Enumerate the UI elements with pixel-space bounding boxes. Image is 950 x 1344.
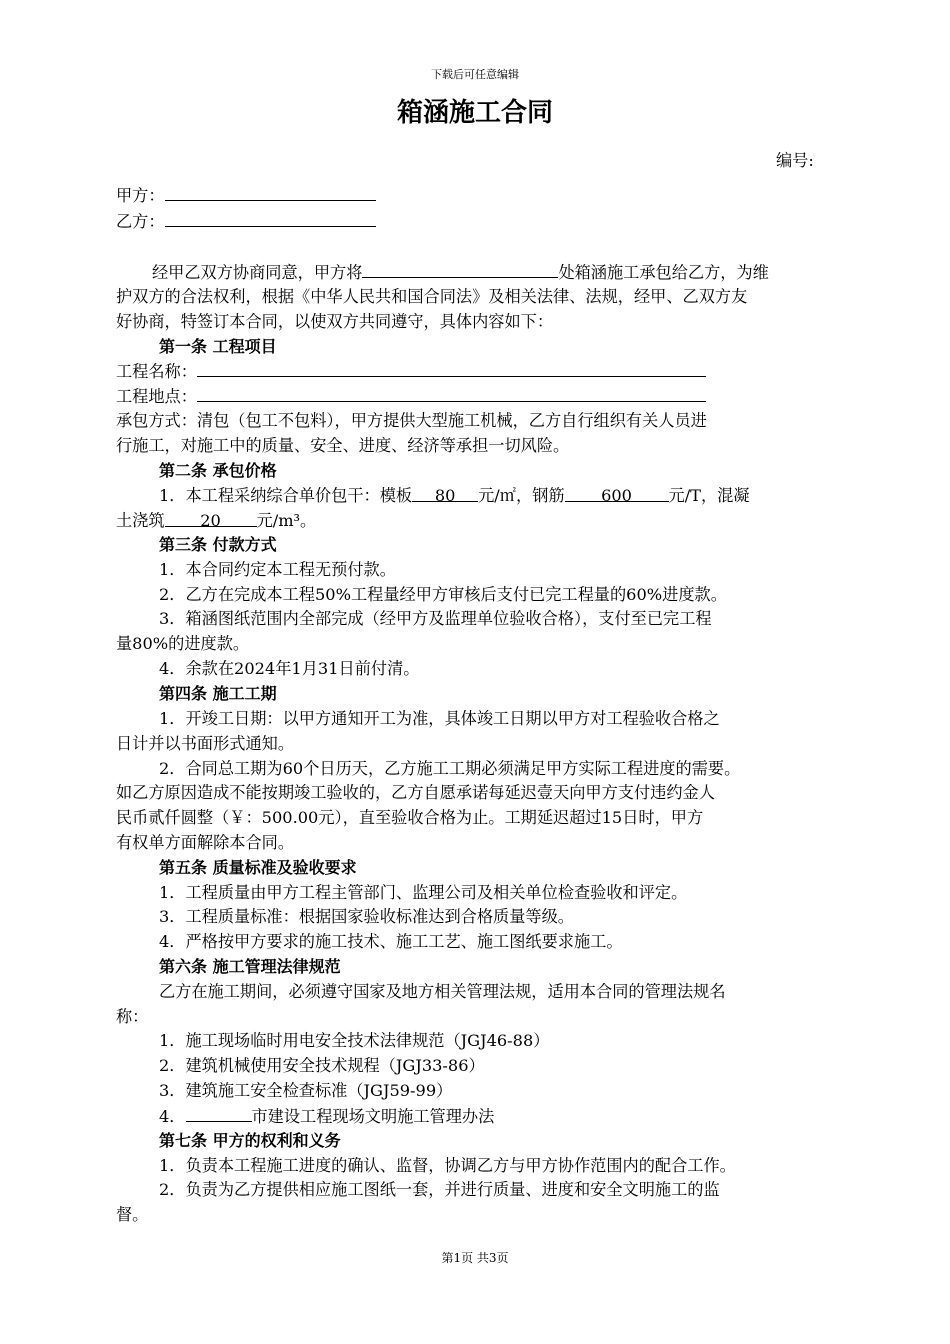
article-3-title: 第三条 付款方式 <box>159 535 277 554</box>
schedule-item-2b: 如乙方原因造成不能按期竣工验收的，乙方自愿承诺每延迟壹天向甲方支付违约金人 <box>116 783 715 802</box>
formwork-price: 80 <box>412 486 478 502</box>
rebar-price: 600 <box>565 486 669 502</box>
price-text-a: 1．本工程采纳综合单价包干：模板 <box>159 486 413 505</box>
party-b-label: 乙方： <box>116 212 165 231</box>
project-name-label: 工程名称： <box>116 362 197 381</box>
article-5-title: 第五条 质量标准及验收要求 <box>159 858 357 877</box>
page-title: 箱涵施工合同 <box>396 98 553 128</box>
header-note: 下载后可任意编辑 <box>431 68 519 81</box>
schedule-item-1b: 日计并以书面形式通知。 <box>116 734 295 753</box>
article-1-title: 第一条 工程项目 <box>159 337 277 356</box>
intro-line-2: 护双方的合法权利，根据《中华人民共和国合同法》及相关法律、法规，经甲、乙双方友 <box>116 287 748 306</box>
schedule-item-2c: 民币贰仟圆整（￥：500.00元），直至验收合格为止。工期延迟超过15日时，甲方 <box>116 808 704 827</box>
page-number: 第1页 共3页 <box>441 1251 509 1265</box>
article-7-title: 第七条 甲方的权利和义务 <box>159 1131 341 1150</box>
intro-line-1 <box>152 262 769 283</box>
price-text-b: 元/㎡，钢筋 <box>478 486 565 505</box>
party-a-label: 甲方： <box>116 186 165 205</box>
project-place-line <box>116 386 706 407</box>
price-line-1 <box>159 486 750 506</box>
price-text-c: 元/T，混凝 <box>668 486 750 505</box>
rights-item-1: 1．负责本工程施工进度的确认、监督，协调乙方与甲方协作范围内的配合工作。 <box>159 1156 736 1175</box>
concrete-price: 20 <box>165 511 257 527</box>
contract-mode-line-1: 承包方式：清包（包工不包料），甲方提供大型施工机械，乙方自行组织有关人员进 <box>116 411 707 430</box>
price-text-e: 元/m³。 <box>256 511 317 530</box>
intro-text-a: 经甲乙双方协商同意，甲方将 <box>152 263 363 282</box>
payment-item-1: 1．本合同约定本工程无预付款。 <box>159 560 396 579</box>
article-6-title: 第六条 施工管理法律规范 <box>159 957 341 976</box>
payment-item-4: 4．余款在2024年1月31日前付清。 <box>159 659 420 678</box>
payment-item-3a: 3．箱涵图纸范围内全部完成（经甲方及监理单位验收合格），支付至已完工程 <box>159 609 712 628</box>
article-2-title: 第二条 承包价格 <box>159 461 277 480</box>
rights-item-2a: 2．负责为乙方提供相应施工图纸一套，并进行质量、进度和安全文明施工的监 <box>159 1180 720 1199</box>
schedule-item-1a: 1．开竣工日期：以甲方通知开工为准，具体竣工日期以甲方对工程验收合格之 <box>159 709 720 728</box>
party-a-line <box>116 185 376 206</box>
city-blank <box>186 1106 252 1122</box>
quality-item-1: 1．工程质量由甲方工程主管部门、监理公司及相关单位检查验收和评定。 <box>159 883 688 902</box>
regulation-item-4-number: 4． <box>159 1107 186 1126</box>
price-line-2 <box>116 511 316 531</box>
party-b-blank <box>165 211 376 227</box>
regulation-item-1: 1．施工现场临时用电安全技术法律规范（JGJ46-88） <box>159 1031 550 1050</box>
payment-item-2: 2．乙方在完成本工程50%工程量经甲方审核后支付已完工程量的60%进度款。 <box>159 585 727 604</box>
party-a-blank <box>165 185 376 201</box>
quality-item-4: 4．严格按甲方要求的施工技术、施工工艺、施工图纸要求施工。 <box>159 932 623 951</box>
party-b-line <box>116 211 376 232</box>
rights-item-2b: 督。 <box>116 1205 149 1224</box>
regulation-item-3: 3．建筑施工安全检查标准（JGJ59-99） <box>159 1081 453 1100</box>
project-place-label: 工程地点： <box>116 387 197 406</box>
regulation-item-4 <box>159 1106 494 1127</box>
article-4-title: 第四条 施工工期 <box>159 684 277 703</box>
intro-text-b: 处箱涵施工承包给乙方，为维 <box>558 263 769 282</box>
contract-number-label: 编号: <box>776 151 814 170</box>
regulation-item-4-text: 市建设工程现场文明施工管理办法 <box>251 1107 495 1126</box>
regulation-item-2: 2．建筑机械使用安全技术规程（JGJ33-86） <box>159 1056 485 1075</box>
schedule-item-2d: 有权单方面解除本合同。 <box>116 833 295 852</box>
schedule-item-2a: 2．合同总工期为60个日历天，乙方施工工期必须满足甲方实际工程进度的需要。 <box>159 759 741 778</box>
regulation-intro-b: 称： <box>116 1007 149 1026</box>
payment-item-3b: 量80%的进度款。 <box>116 634 250 653</box>
project-location-blank <box>362 262 558 278</box>
project-place-blank <box>197 386 706 402</box>
project-name-blank <box>197 361 706 377</box>
quality-item-3: 3．工程质量标准：根据国家验收标准达到合格质量等级。 <box>159 907 574 926</box>
intro-line-3: 好协商，特签订本合同，以使双方共同遵守，具体内容如下： <box>116 312 554 331</box>
regulation-intro-a: 乙方在施工期间，必须遵守国家及地方相关管理法规，适用本合同的管理法规名 <box>159 982 726 1001</box>
contract-mode-line-2: 行施工，对施工中的质量、安全、进度、经济等承担一切风险。 <box>116 436 570 455</box>
price-text-d: 土浇筑 <box>116 511 165 530</box>
project-name-line <box>116 361 706 382</box>
